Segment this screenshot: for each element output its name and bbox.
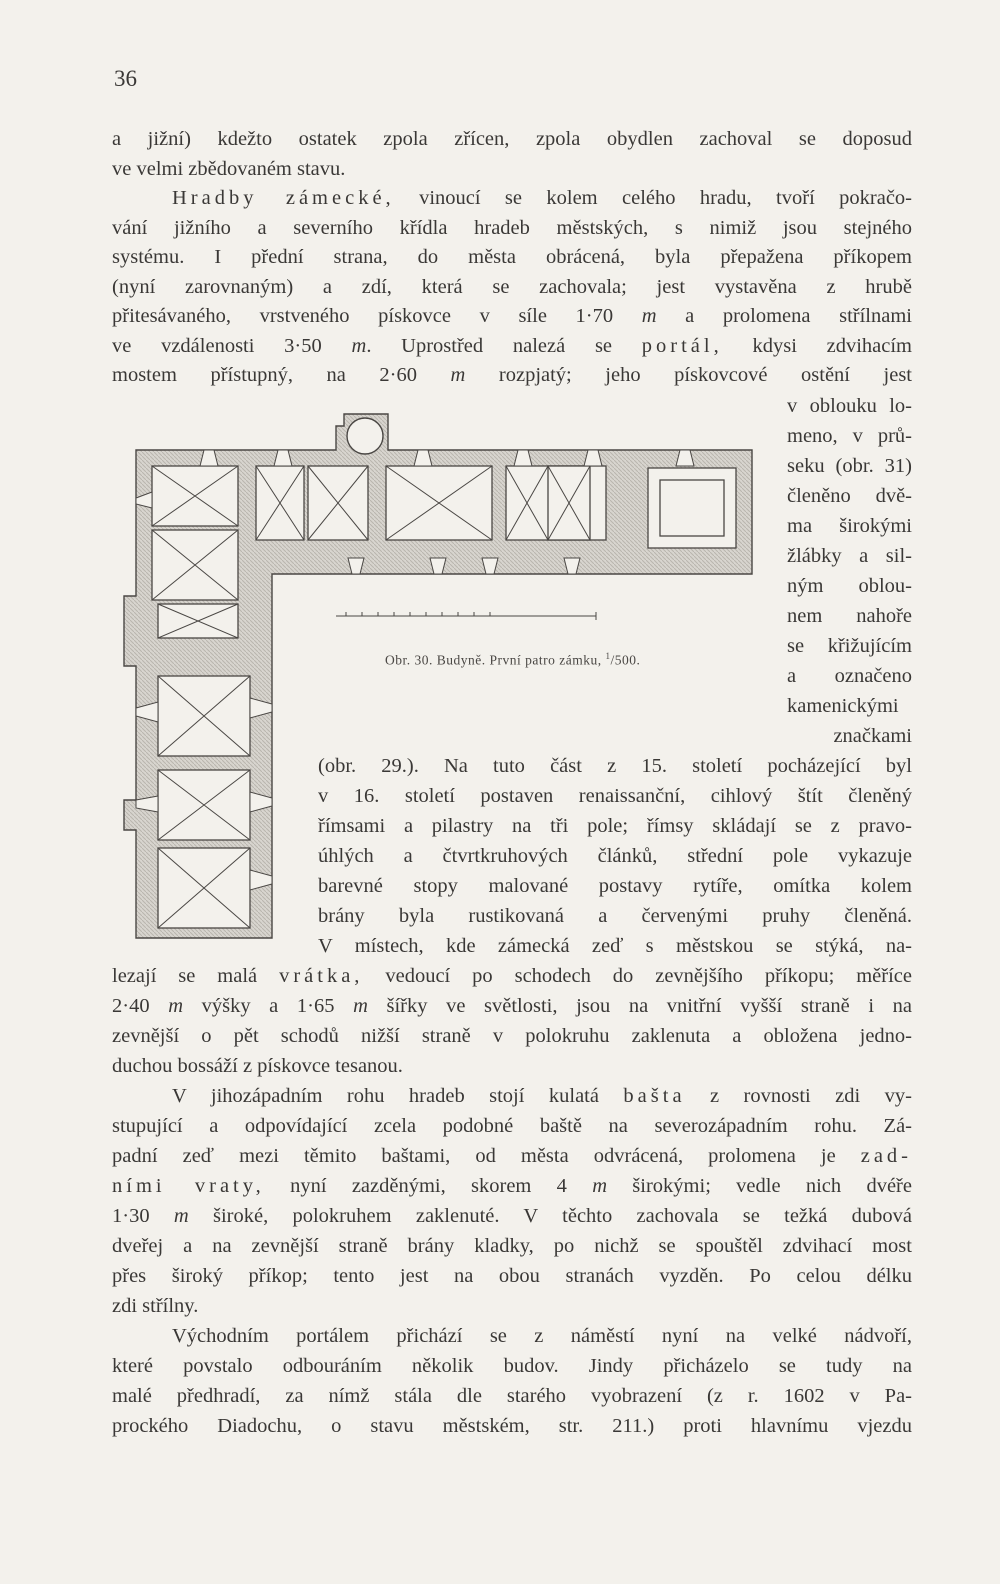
unit: m [592, 1175, 608, 1197]
text-line [112, 962, 912, 992]
text-line [112, 302, 912, 332]
text-span: vinoucí se kolem celého hradu, tvoří pokračo- [394, 187, 913, 209]
scale-denominator: /500. [610, 652, 641, 668]
unit: m [353, 995, 368, 1017]
text-span: 1·30 [112, 1205, 174, 1227]
text-line: nem nahoře [787, 605, 912, 627]
text-span: . Uprostřed nalezá se [366, 335, 642, 357]
text-line: (nyní zarovnaným) a zdí, která se zachovala; jest vystavěna z hrubě [112, 276, 912, 298]
text-line [112, 361, 912, 391]
page-number: 36 [114, 66, 137, 91]
text-line: žlábky a sil- [787, 545, 912, 567]
text-line: v oblouku lo- [787, 395, 912, 417]
text-line: seku (obr. 31) [787, 455, 912, 477]
text-line: ve velmi zbědovaném stavu. [112, 158, 346, 180]
scale-numerator: 1 [605, 651, 611, 661]
text-span: z rovnosti zdi vy- [685, 1085, 912, 1107]
text-line: barevné stopy malované postavy rytíře, omítka kolem [318, 875, 912, 897]
text-line [112, 992, 912, 1022]
text-line: a označeno [787, 665, 912, 687]
text-line: členěno dvě- [787, 485, 912, 507]
text-span: V jihozápadním rohu hradeb stojí kulatá [172, 1085, 624, 1107]
text-line: malé předhradí, za nímž stála dle starého vyobrazení (z r. 1602 v Pa- [112, 1385, 912, 1407]
unit: m [351, 335, 367, 357]
text-line: systému. I přední strana, do města obrácená, byla přepažena příkopem [112, 246, 912, 268]
spaced-term: Hradby zámecké, [172, 187, 395, 209]
text-span: výšky a 1·65 [183, 995, 354, 1017]
text-line: brány byla rustikovaná a červenými pruhy členěná. [318, 905, 912, 927]
unit: m [450, 364, 466, 386]
text-line: v 16. století postaven renaissanční, cihlový štít členěný [318, 785, 912, 807]
text-span: kdysi zdvihacím [722, 335, 913, 357]
caption-text: Obr. 30. Budyně. První patro zámku, [385, 652, 602, 668]
text-line: V místech, kde zámecká zeď s městskou se stýká, na- [318, 935, 912, 957]
floor-plan-figure [118, 408, 778, 948]
text-line [112, 1172, 912, 1202]
text-span: šířky ve světlosti, jsou na vnitřní vyšší straně i na [367, 995, 913, 1017]
text-line [112, 1202, 912, 1232]
text-line [112, 184, 912, 214]
text-line: meno, v prů- [787, 425, 912, 447]
unit: m [168, 995, 183, 1017]
text-span: ve vzdálenosti 3·50 [112, 335, 352, 357]
unit: m [173, 1205, 189, 1227]
figure-caption [385, 651, 640, 669]
text-span: mostem přístupný, na 2·60 [112, 364, 451, 386]
text-line: zdi střílny. [112, 1295, 199, 1317]
text-line: značkami [833, 725, 912, 747]
text-line: stupující a odpovídající zcela podobné baště na severozápadním rohu. Zá- [112, 1115, 912, 1137]
text-span: vedoucí po schodech do zevnějšího příkopu; měříce [363, 965, 912, 987]
text-line: úhlých a čtvrtkruhových článků, střední pole vykazuje [318, 845, 912, 867]
text-line [112, 1142, 912, 1172]
text-line: ným oblou- [787, 575, 912, 597]
text-line [112, 1082, 912, 1112]
spaced-term: portál, [641, 335, 723, 357]
text-line: zevnější o pět schodů nižší straně v polokruhu zaklenuta a obložena jedno- [112, 1025, 912, 1047]
text-span: 2·40 [112, 995, 169, 1017]
text-line [112, 332, 912, 362]
spaced-term: zad- [860, 1145, 912, 1167]
text-line: duchou bossáží z pískovce tesanou. [112, 1055, 403, 1077]
text-line: prockého Diadochu, o stavu městském, str. 211.) proti hlavnímu vjezdu [112, 1415, 912, 1437]
text-span: nyní zazděnými, skorem 4 [264, 1175, 593, 1197]
text-span: lezají se malá [112, 965, 280, 987]
text-line: které povstalo odbouráním několik budov. Jindy přicházelo se tudy na [112, 1355, 912, 1377]
text-line: kamenickými [787, 695, 899, 717]
unit: m [641, 305, 657, 327]
spaced-term: bašta [623, 1085, 686, 1107]
text-span: padní zeď mezi těmito baštami, od města odvrácená, prolomena je [112, 1145, 861, 1167]
text-line: a jižní) kdežto ostatek zpola zřícen, zpola obydlen zachoval se doposud [112, 128, 912, 150]
text-line: Východním portálem přichází se z náměstí nyní na velké nádvoří, [172, 1325, 912, 1347]
text-span: široké, polokruhem zaklenuté. V těchto zachovala se težká dubová [188, 1205, 913, 1227]
text-line: římsami a pilastry na tři pole; římsy skládají se z pravo- [318, 815, 912, 837]
text-span: přitesávaného, vrstveného pískovce v síle 1·70 [112, 305, 642, 327]
text-line: dveřej a na zevnější straně brány kladky, po nichž se spouštěl zdvihací most [112, 1235, 912, 1257]
text-line: přes široký příkop; tento jest na obou stranách vyzděn. Po celou délku [112, 1265, 912, 1287]
text-span: rozpjatý; jeho pískovcové ostění jest [465, 364, 912, 386]
text-line: se křižujícím [787, 635, 912, 657]
text-line: (obr. 29.). Na tuto část z 15. století pocházející byl [318, 755, 912, 777]
text-span: a prolomena střílnami [656, 305, 912, 327]
text-span: širokými; vedle nich dvéře [607, 1175, 912, 1197]
text-line: ma širokými [787, 515, 912, 537]
spaced-term: vrátka, [279, 965, 364, 987]
spaced-term: ními vraty, [112, 1175, 265, 1197]
text-line: vání jižního a severního křídla hradeb městských, s nimiž jsou stejného [112, 217, 912, 239]
